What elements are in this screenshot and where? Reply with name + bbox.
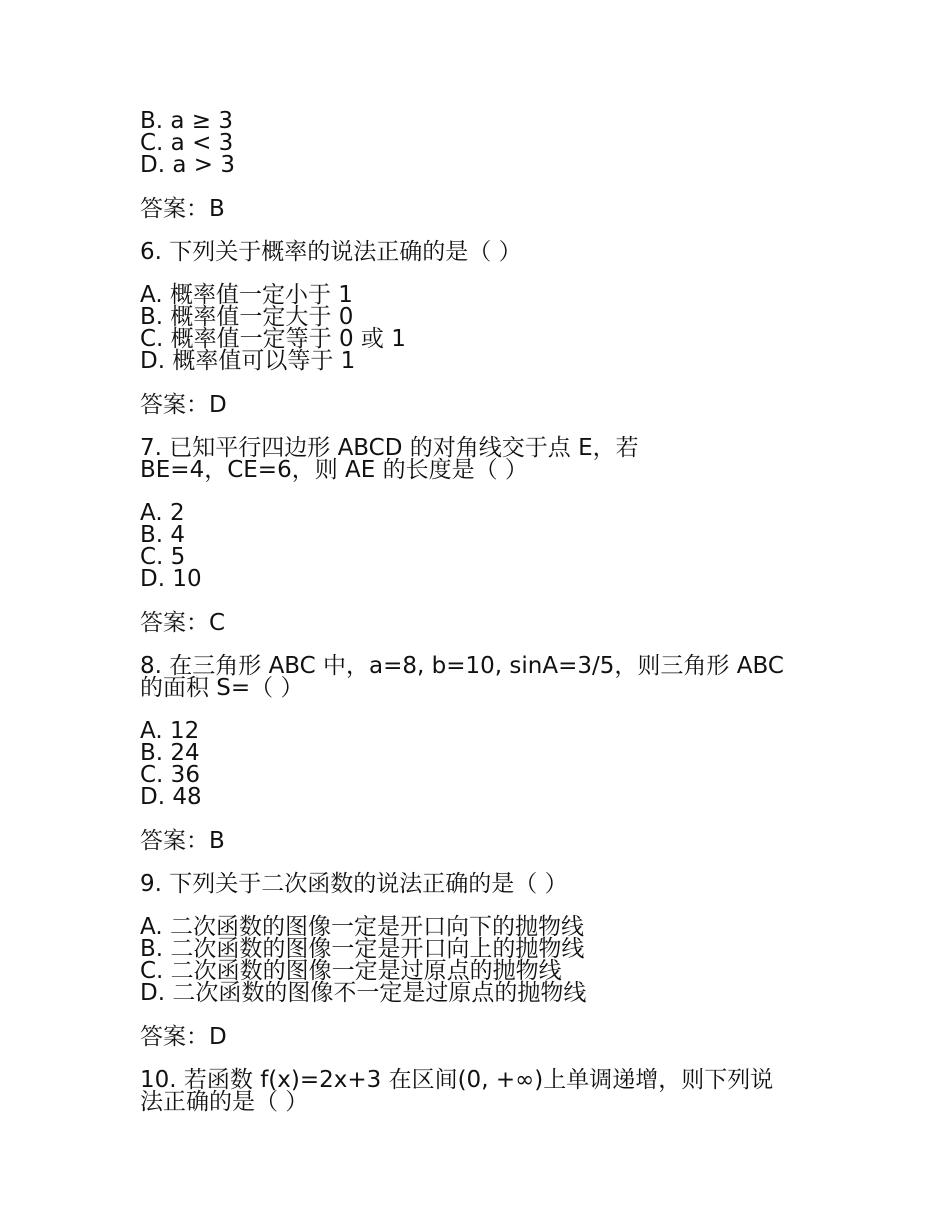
q9-option-a: A. 二次函数的图像一定是开口向下的抛物线	[140, 914, 584, 940]
q7-question-line-1: 7. 已知平行四边形 ABCD 的对角线交于点 E，若	[140, 435, 639, 461]
q7-option-d: D. 10	[140, 566, 202, 592]
q7-option-c: C. 5	[140, 544, 186, 570]
q7-answer: 答案：C	[140, 610, 226, 636]
q8-question-line-1: 8. 在三角形 ABC 中，a=8, b=10, sinA=3/5，则三角形 ABC	[140, 653, 784, 679]
q5-option-c: C. a < 3	[140, 130, 234, 156]
q8-option-c: C. 36	[140, 762, 200, 788]
q7-option-a: A. 2	[140, 500, 185, 526]
q8-question-line-2: 的面积 S=（ ）	[140, 675, 304, 701]
q8-answer: 答案：B	[140, 828, 225, 854]
q8-option-d: D. 48	[140, 784, 202, 810]
q6-question: 6. 下列关于概率的说法正确的是（ ）	[140, 239, 522, 265]
q7-question-line-2: BE=4，CE=6，则 AE 的长度是（ ）	[140, 457, 528, 483]
q10-question-line-2: 法正确的是（ ）	[140, 1089, 309, 1115]
q9-option-c: C. 二次函数的图像一定是过原点的抛物线	[140, 958, 562, 984]
q7-option-b: B. 4	[140, 522, 186, 548]
q6-option-a: A. 概率值一定小于 1	[140, 282, 353, 308]
q9-option-b: B. 二次函数的图像一定是开口向上的抛物线	[140, 936, 585, 962]
q6-answer: 答案：D	[140, 392, 227, 418]
document-content	[140, 110, 820, 1113]
q6-option-b: B. 概率值一定大于 0	[140, 304, 354, 330]
q5-answer: 答案：B	[140, 196, 225, 222]
q9-answer: 答案：D	[140, 1024, 227, 1050]
q10-question-line-1: 10. 若函数 f(x)=2x+3 在区间(0, +∞)上单调递增，则下列说	[140, 1067, 774, 1093]
q5-option-b: B. a ≥ 3	[140, 108, 234, 134]
q8-option-b: B. 24	[140, 740, 200, 766]
q8-option-a: A. 12	[140, 718, 200, 744]
q9-question: 9. 下列关于二次函数的说法正确的是（ ）	[140, 871, 568, 897]
q9-option-d: D. 二次函数的图像不一定是过原点的抛物线	[140, 980, 587, 1006]
q6-option-c: C. 概率值一定等于 0 或 1	[140, 326, 406, 352]
q5-option-d: D. a > 3	[140, 152, 235, 178]
q6-option-d: D. 概率值可以等于 1	[140, 348, 356, 374]
